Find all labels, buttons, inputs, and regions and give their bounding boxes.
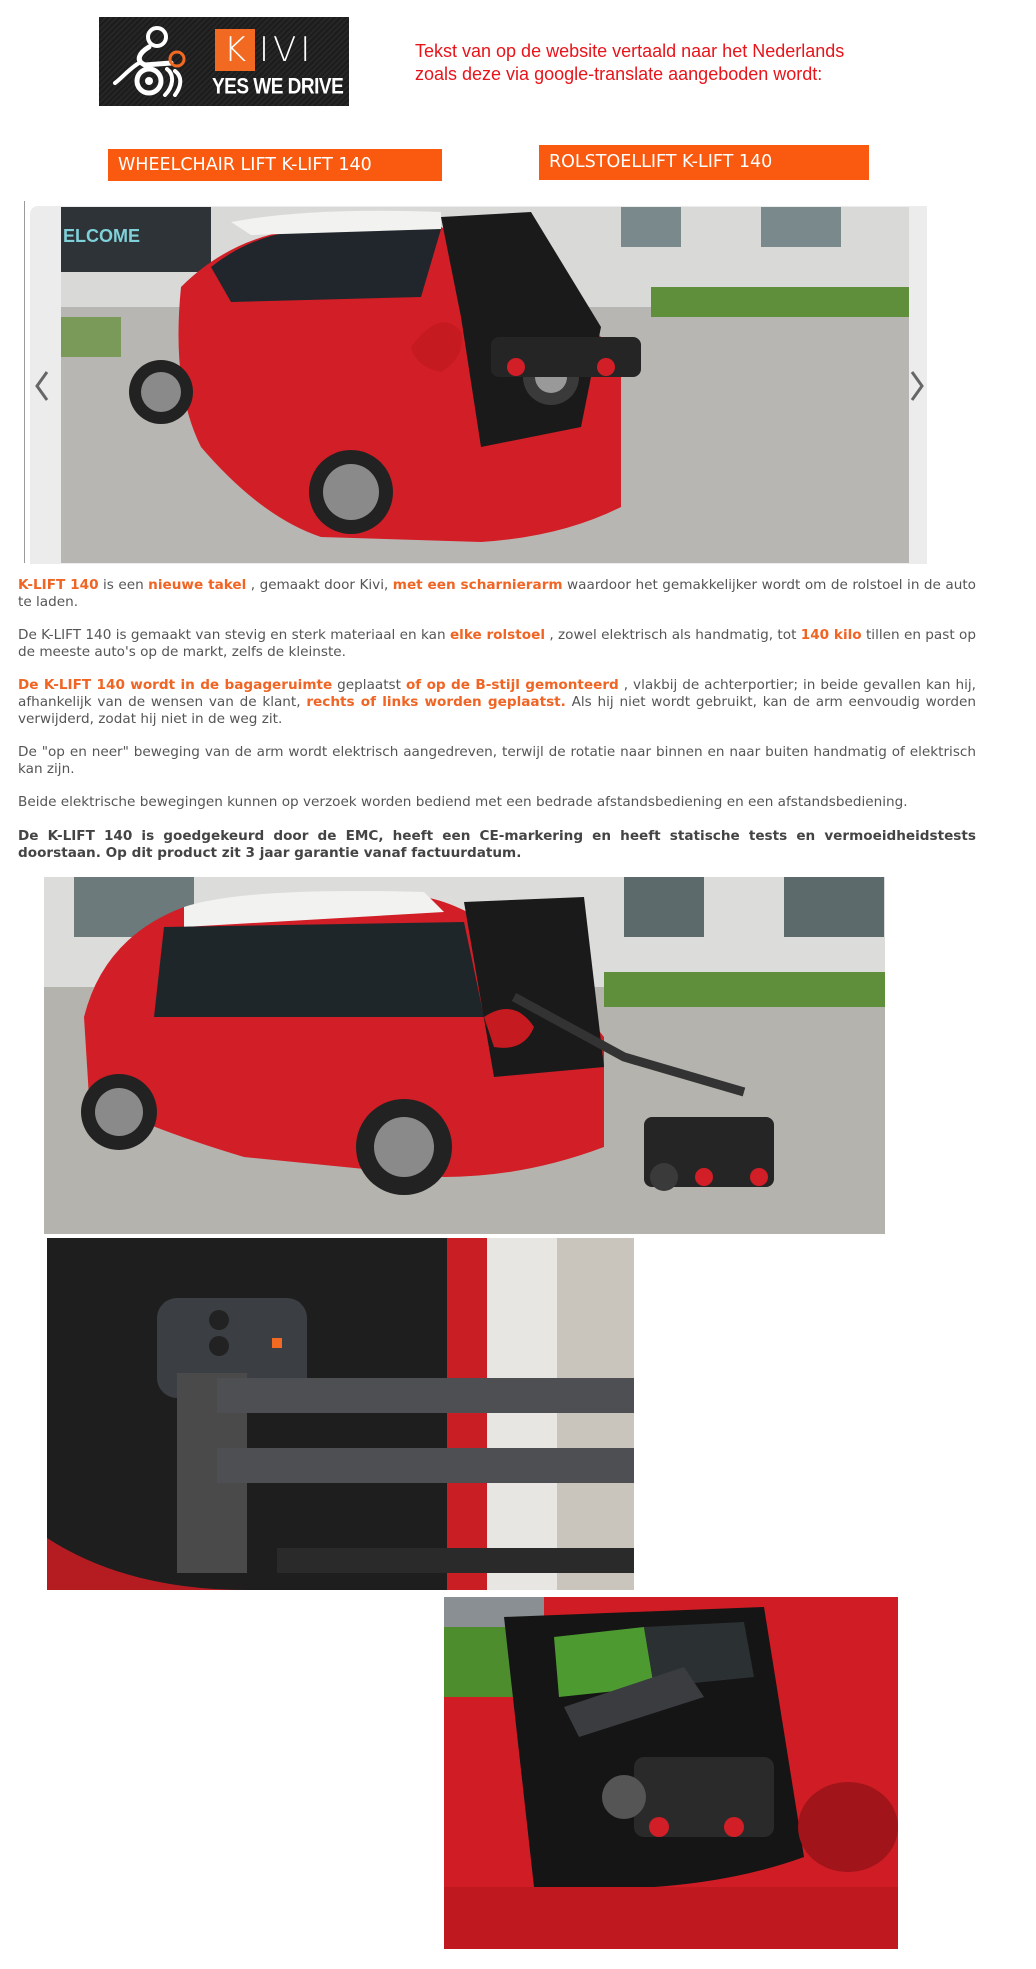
text-segment: of op de B-stijl gemonteerd [405, 677, 619, 693]
kivi-logo [99, 17, 349, 106]
paragraph-intro [18, 577, 976, 611]
title-dutch-translation: ROLSTOELLIFT K-LIFT 140 [539, 145, 869, 180]
paragraph-movement [18, 744, 976, 778]
translation-note [415, 40, 844, 86]
carousel-next-button[interactable] [907, 366, 927, 406]
chevron-left-icon [32, 366, 52, 406]
text-segment: De "op en neer" beweging van de arm wordt elektrisch aangedreven, terwijl de rotatie naar binnen en naar buiten handmatig of elektrisch kan zijn. [18, 744, 976, 777]
logo-ivi-letters: IVI [259, 30, 315, 70]
text-segment: De K-LIFT 140 is goedgekeurd door de EMC, heeft een CE-markering en heeft statische tests en vermoeidheidstests doorstaan. Op dit product zit 3 jaar garantie vanaf factuurdatum. [18, 828, 976, 861]
text-segment: K-LIFT 140 [18, 577, 99, 593]
photo-wheelchair-in-trunk [444, 1597, 898, 1949]
text-segment: , zowel elektrisch als handmatig, tot [545, 627, 801, 643]
text-segment: 140 kilo [800, 627, 862, 643]
text-segment: nieuwe takel [148, 577, 247, 593]
wheelchair-driver-icon [109, 25, 204, 97]
logo-tagline: YES WE DRIVE [212, 75, 344, 100]
title-original-english: WHEELCHAIR LIFT K-LIFT 140 [108, 149, 442, 181]
text-segment: De K-LIFT 140 is gemaakt van stevig en sterk materiaal en kan [18, 627, 450, 643]
text-segment: Beide elektrische bewegingen kunnen op verzoek worden bediend met een bedrade afstandsbediening en een afstandsbediening. [18, 794, 908, 810]
text-segment: De K-LIFT 140 wordt in de bagageruimte [18, 677, 333, 693]
text-segment: , vlakbij de achterportier; in beide gevallen kan hij, afhankelijk van de wensen van de klant, [18, 677, 976, 710]
paragraph-certification [18, 828, 976, 862]
logo-k-letter: K [215, 29, 255, 71]
carousel-divider [24, 201, 25, 563]
chevron-right-icon [907, 366, 927, 406]
text-segment: , gemaakt door Kivi, [246, 577, 393, 593]
paragraph-placement [18, 677, 976, 728]
carousel-slide-image [61, 207, 909, 563]
text-segment: Als hij niet wordt gebruikt, kan de arm eenvoudig worden verwijderd, zodat hij niet in de weg zit. [18, 694, 976, 727]
photo-remote-mount-closeup [47, 1238, 634, 1590]
note-line-1: Tekst van op de website vertaald naar het Nederlands [415, 41, 845, 61]
carousel-prev-button[interactable] [32, 366, 52, 406]
text-segment: is een [98, 577, 149, 593]
text-segment: waardoor het gemakkelijker wordt om de rolstoel in de auto te laden. [18, 577, 976, 610]
paragraph-material [18, 627, 976, 661]
paragraph-remote [18, 794, 976, 811]
text-segment: tillen en past op de meeste auto's op de markt, zelfs de kleinste. [18, 627, 976, 660]
photo-car-lift-extended [44, 877, 885, 1234]
text-segment: geplaatst [332, 677, 406, 693]
text-segment: met een scharnierarm [392, 577, 563, 593]
svg-text:ELCOME: ELCOME [63, 226, 141, 246]
note-line-2: zoals deze via google-translate aangeboden wordt: [415, 64, 823, 84]
text-segment: elke rolstoel [449, 627, 545, 643]
text-segment: rechts of links worden geplaatst. [306, 694, 566, 710]
